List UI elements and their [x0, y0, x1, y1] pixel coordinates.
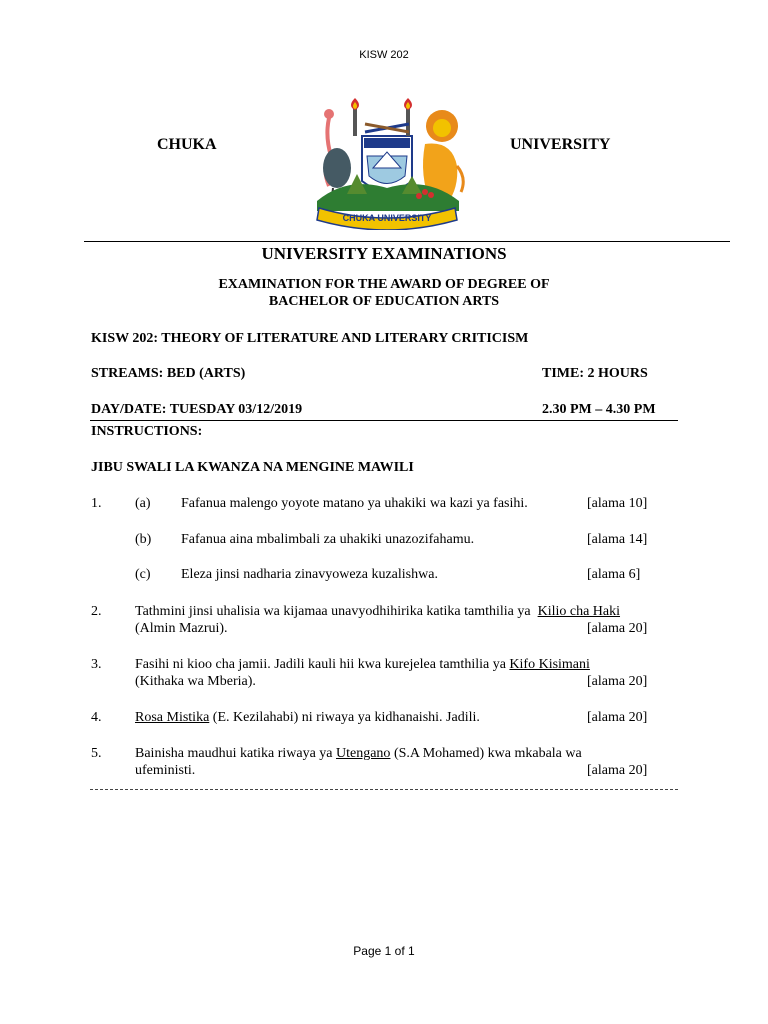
- question-3-text: [135, 657, 590, 673]
- question-2-text: [135, 604, 620, 620]
- question-2-author: (Almin Mazrui).: [135, 621, 228, 636]
- exam-time: TIME: 2 HOURS: [542, 366, 648, 381]
- question-1a-text: Fafanua malengo yoyote matano ya uhakiki wa kazi ya fasihi.: [181, 496, 528, 511]
- award-line-2: BACHELOR OF EDUCATION ARTS: [268, 294, 500, 309]
- streams: STREAMS: BED (ARTS): [91, 366, 246, 381]
- question-4-marks: [alama 20]: [587, 710, 648, 725]
- question-1a-label: (a): [135, 496, 151, 511]
- question-5-number: 5.: [91, 746, 102, 761]
- question-1c-marks: [alama 6]: [587, 567, 641, 582]
- instruction-text: JIBU SWALI LA KWANZA NA MENGINE MAWILI: [91, 460, 414, 475]
- university-name-left: CHUKA: [157, 136, 217, 153]
- question-4-work-title: Rosa Mistika: [135, 710, 210, 725]
- instructions-label: INSTRUCTIONS:: [91, 424, 203, 439]
- question-1b-text: Fafanua aina mbalimbali za uhakiki unazozifahamu.: [181, 532, 475, 547]
- question-4-number: 4.: [91, 710, 102, 725]
- exam-hours: 2.30 PM – 4.30 PM: [542, 402, 656, 417]
- question-5-text-post: (S.A Mohamed) kwa mkabala wa: [390, 746, 582, 761]
- question-4-text: [135, 710, 480, 726]
- question-4-text-post: (E. Kezilahabi) ni riwaya ya kidhanaishi. Jadili.: [209, 710, 480, 725]
- question-2-marks: [alama 20]: [587, 621, 648, 636]
- question-1b-marks: [alama 14]: [587, 532, 648, 547]
- page-number: Page 1 of 1: [353, 944, 415, 958]
- page-header-code: KISW 202: [359, 49, 409, 61]
- question-5-marks: [alama 20]: [587, 763, 648, 778]
- end-divider: [90, 789, 678, 790]
- question-2-number: 2.: [91, 604, 102, 619]
- question-3-work-title: Kifo Kisimani: [509, 657, 590, 672]
- question-3-marks: [alama 20]: [587, 674, 648, 689]
- question-5-text-pre: Bainisha maudhui katika riwaya ya: [135, 746, 336, 761]
- question-5-work-title: Utengano: [336, 746, 391, 761]
- exam-heading: UNIVERSITY EXAMINATIONS: [261, 244, 507, 263]
- question-5-text: [135, 746, 582, 762]
- question-2-work-title: Kilio cha Haki: [537, 604, 621, 619]
- award-line-1: EXAMINATION FOR THE AWARD OF DEGREE OF: [218, 277, 550, 292]
- question-1-number: 1.: [91, 496, 102, 511]
- question-1a-marks: [alama 10]: [587, 496, 648, 511]
- question-3-author: (Kithaka wa Mberia).: [135, 674, 256, 689]
- exam-date: DAY/DATE: TUESDAY 03/12/2019: [91, 402, 303, 417]
- question-1c-label: (c): [135, 567, 151, 582]
- banner-divider: [84, 241, 730, 242]
- question-1c-text: Eleza jinsi nadharia zinavyoweza kuzalishwa.: [181, 567, 438, 582]
- question-3-number: 3.: [91, 657, 102, 672]
- question-1b-label: (b): [135, 532, 152, 547]
- details-divider: [90, 420, 678, 421]
- course-title: KISW 202: THEORY OF LITERATURE AND LITERARY CRITICISM: [91, 331, 529, 346]
- university-name-right: UNIVERSITY: [510, 136, 611, 153]
- crest-ribbon-text: CHUKA UNIVERSITY: [342, 213, 432, 223]
- university-crest-logo: [307, 96, 467, 230]
- question-3-text-pre: Fasihi ni kioo cha jamii. Jadili kauli hii kwa kurejelea tamthilia ya: [135, 657, 506, 672]
- question-5-line-2: ufeministi.: [135, 763, 196, 778]
- question-2-text-pre: Tathmini jinsi uhalisia wa kijamaa unavyodhihirika katika tamthilia ya: [135, 604, 531, 619]
